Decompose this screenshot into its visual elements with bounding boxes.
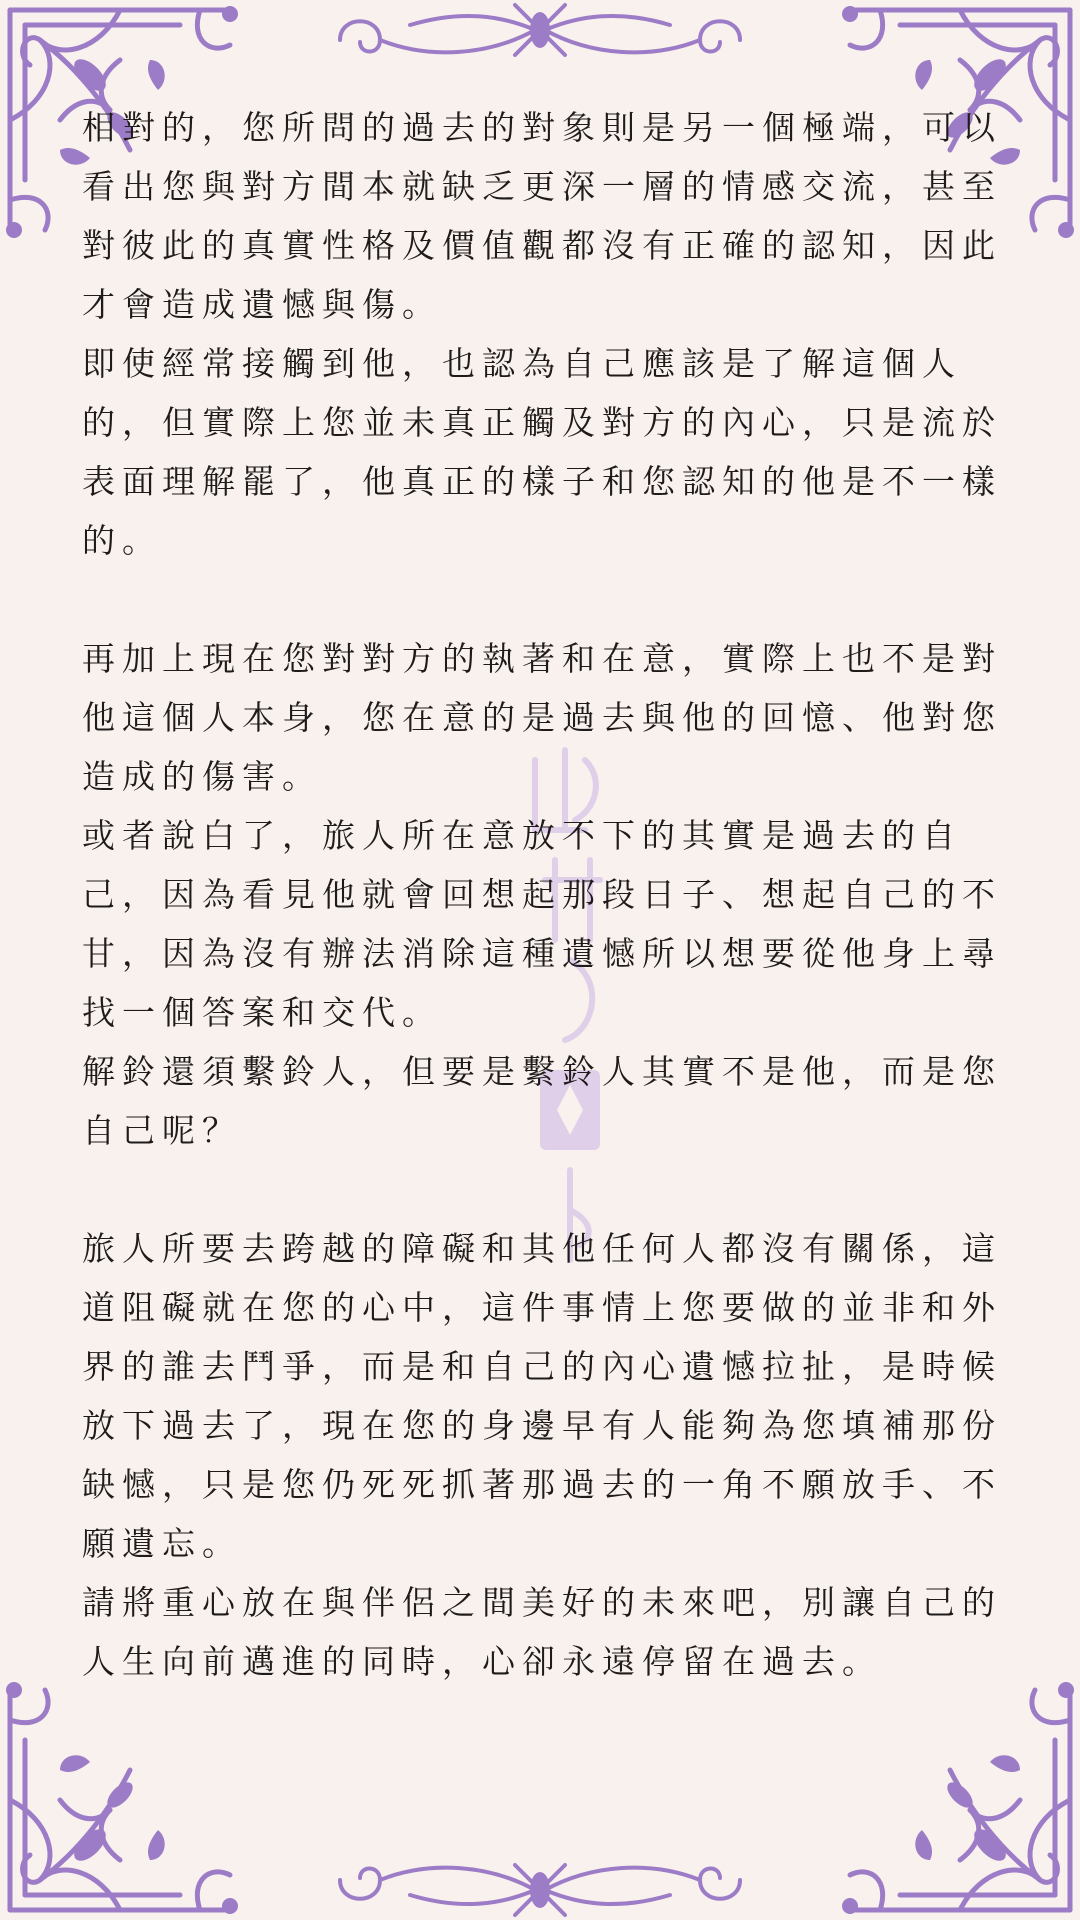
paragraph: 解鈴還須繫鈴人，但要是繫鈴人其實不是他，而是您自己呢？ xyxy=(82,1052,1002,1150)
paragraph: 旅人所要去跨越的障礙和其他任何人都沒有關係，這道阻礙就在您的心中，這件事情上您要做的並非和外界的誰去鬥爭，而是和自己的內心遺憾拉扯，是時候放下過去了，現在您的身邊早有人能夠為您填補那份缺憾，只是您仍死死抓著那過去的一角不願放手、不願遺忘。 xyxy=(82,1229,1002,1563)
paragraph: 請將重心放在與伴侶之間美好的未來吧，別讓自己的人生向前邁進的同時，心卻永遠停留在過去。 xyxy=(82,1583,1002,1681)
top-scroll-flourish xyxy=(320,0,760,75)
article-body xyxy=(82,98,1002,1691)
paragraph: 即使經常接觸到他，也認為自己應該是了解這個人的，但實際上您並未真正觸及對方的內心，只是流於表面理解罷了，他真正的樣子和您認知的他是不一樣的。 xyxy=(82,344,1002,560)
paragraph-gap xyxy=(82,570,1002,629)
paragraph: 或者說白了，旅人所在意放不下的其實是過去的自己，因為看見他就會回想起那段日子、想起自己的不甘，因為沒有辦法消除這種遺憾所以想要從他身上尋找一個答案和交代。 xyxy=(82,816,1002,1032)
bottom-scroll-flourish xyxy=(320,1845,760,1920)
paragraph: 再加上現在您對對方的執著和在意，實際上也不是對他這個人本身，您在意的是過去與他的回憶、他對您造成的傷害。 xyxy=(82,639,1002,796)
paragraph-gap xyxy=(82,1160,1002,1219)
paragraph: 相對的，您所問的過去的對象則是另一個極端，可以看出您與對方間本就缺乏更深一層的情感交流，甚至對彼此的真實性格及價值觀都沒有正確的認知，因此才會造成遺憾與傷。 xyxy=(82,108,1002,324)
